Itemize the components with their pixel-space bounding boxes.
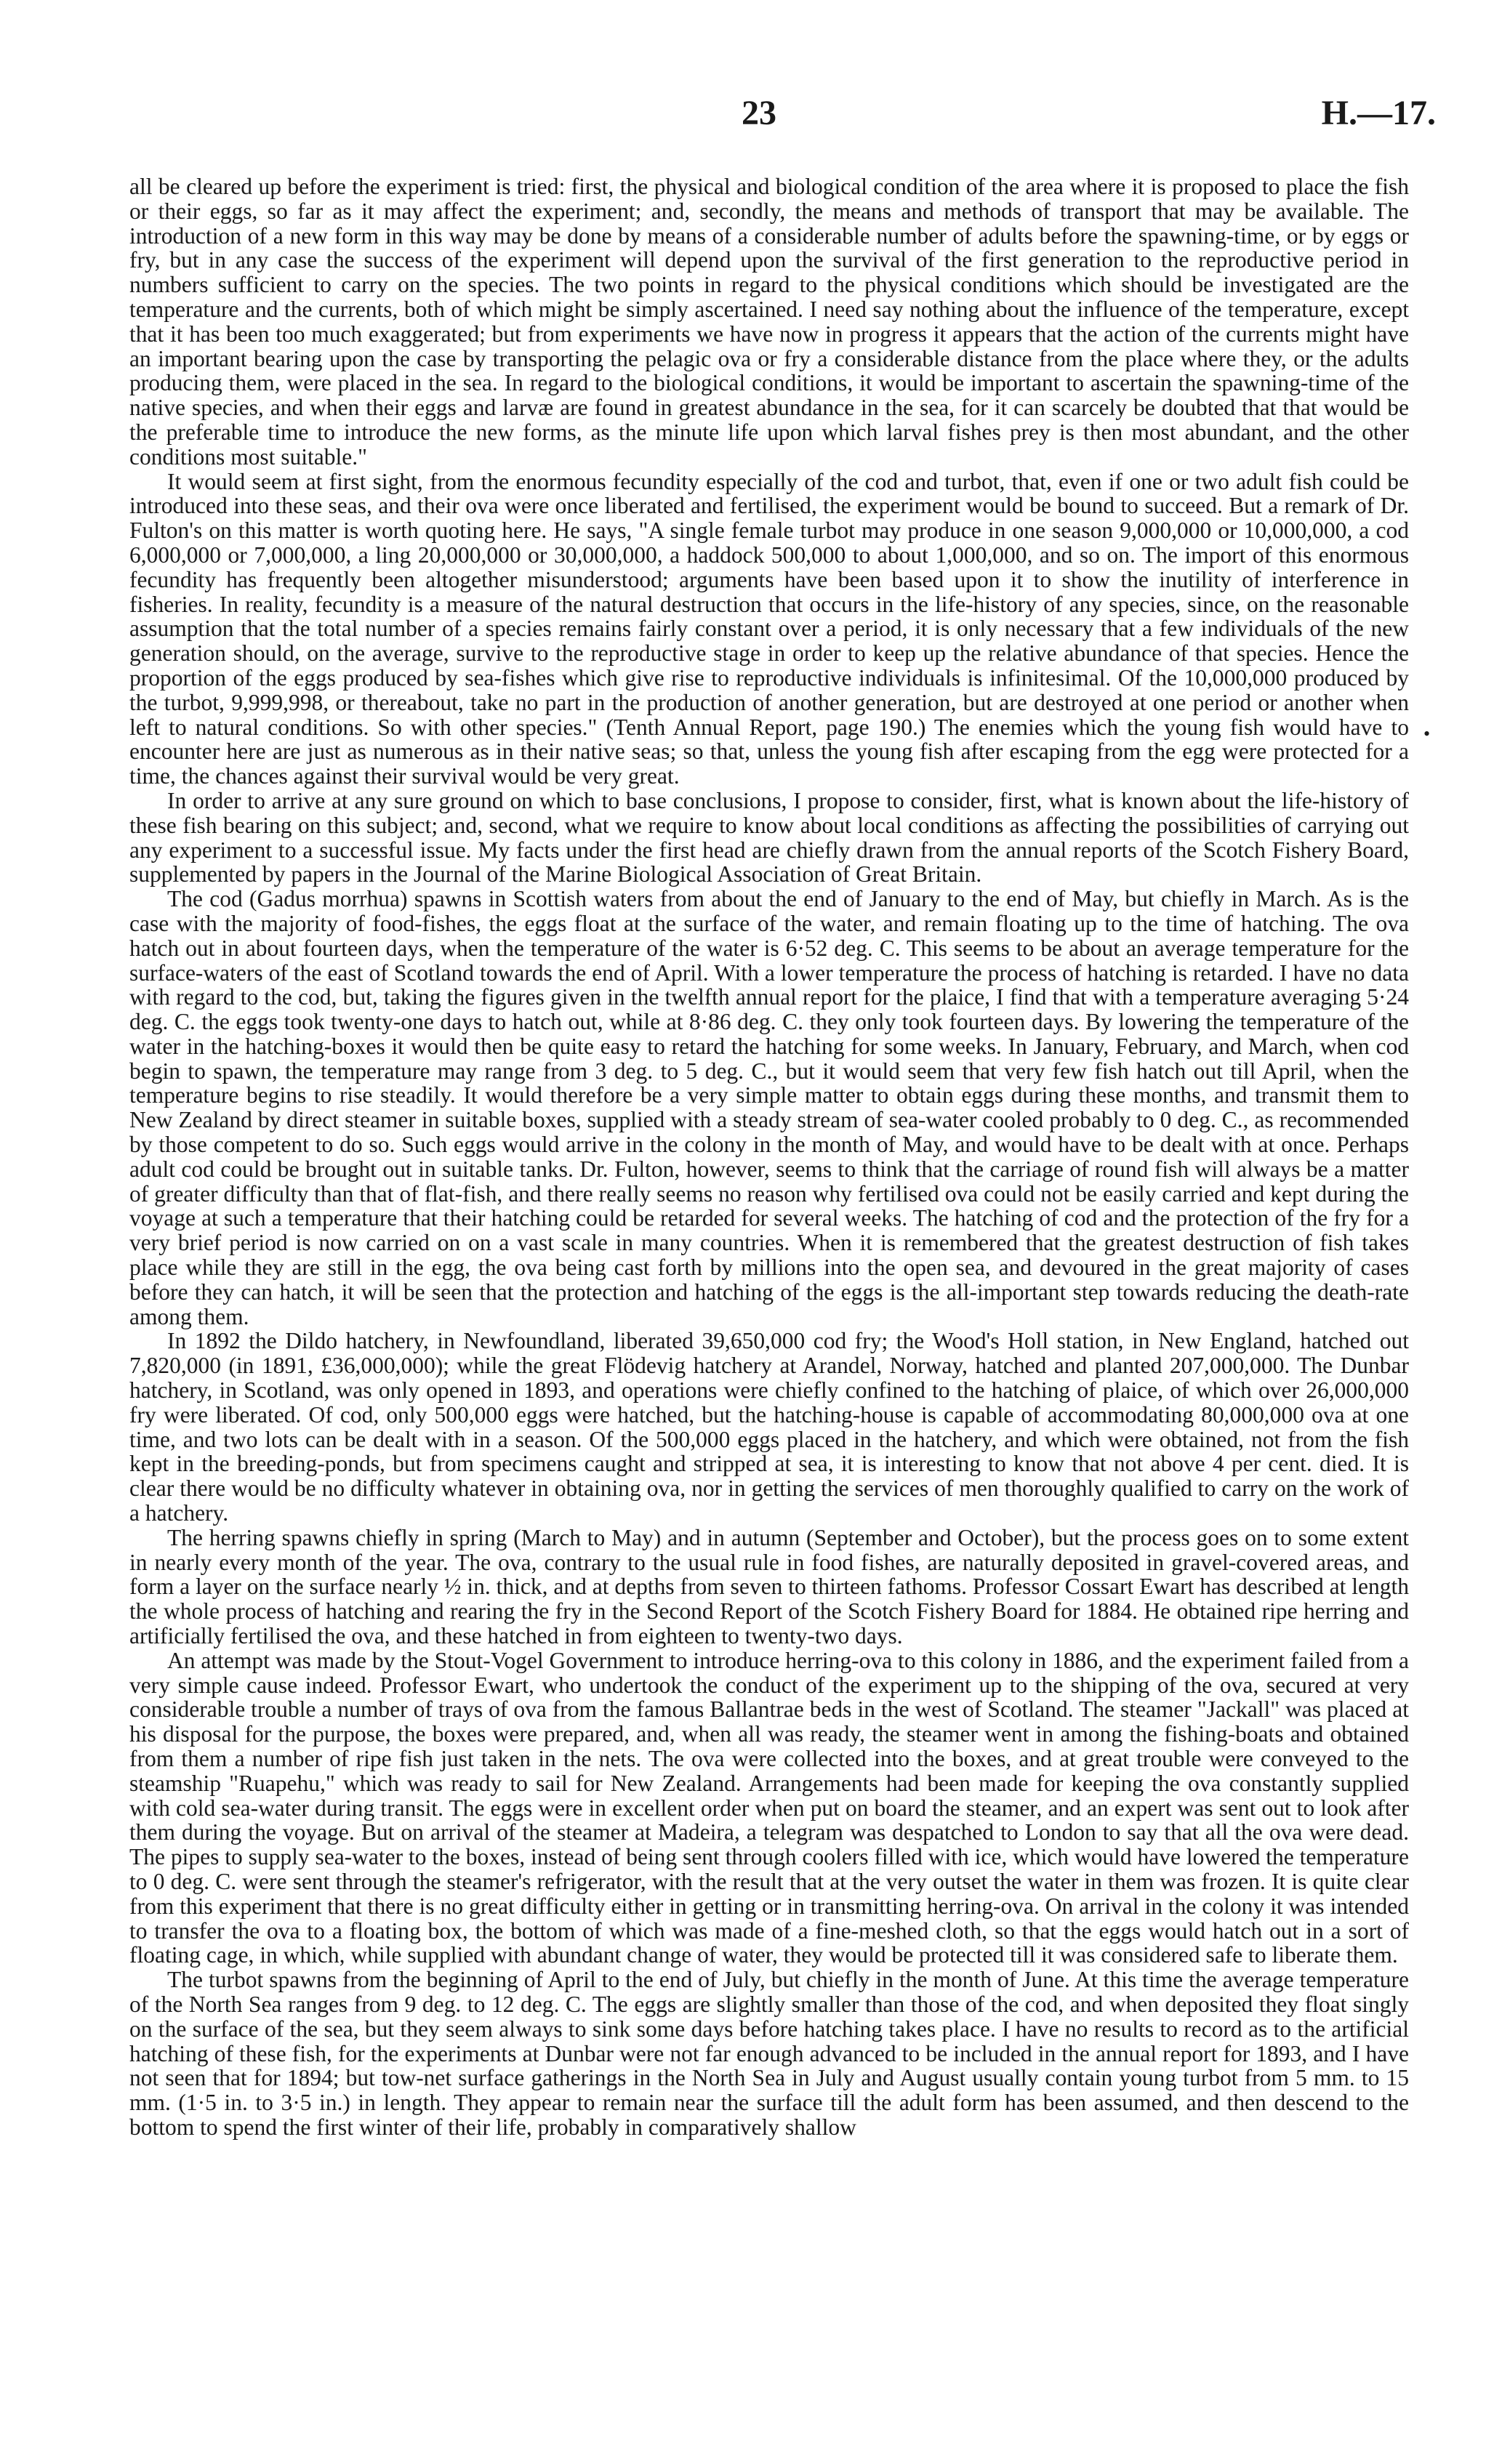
paragraph: The cod (Gadus morrhua) spawns in Scottish waters from about the end of January to the end of May, but chiefly in March. As is the case with the majority of food-fishes, the eggs float at the surface of the water, and remain floating up to the time of hatching. The ova hatch out in about fourteen days, when the temperature of the water is 6·52 deg. C. This seems to be about an average temperature for the surface-waters of the east of Scotland towards the end of April. With a lower temperature the process of hatching is retarded. I have no data with regard to the cod, but, taking the figures given in the twelfth annual report for the plaice, I find that with a temperature averaging 5·24 deg. C. the eggs took twenty-one days to hatch out, while at 8·86 deg. C. they only took fourteen days. By lowering the temperature of the water in the hatching-boxes it would then be quite easy to retard the hatching for some weeks. In January, February, and March, when cod begin to spawn, the temperature may range from 3 deg. to 5 deg. C., but it would seem that very few fish hatch out till April, when the temperature begins to rise steadily. It would therefore be a very simple matter to obtain eggs during these months, and transmit them to New Zealand by direct steamer in suitable boxes, supplied with a steady stream of sea-water cooled probably to 0 deg. C., as recommended by those competent to do so. Such eggs would arrive in the colony in the month of May, and would have to be dealt with at once. Perhaps adult cod could be brought out in suitable tanks. Dr. Fulton, however, seems to think that the carriage of round fish will always be a matter of greater difficulty than that of flat-fish, and there really seems no reason why fertilised ova could not be easily carried and kept during the voyage at such a temperature that their hatching could be retarded for several weeks. The hatching of cod and the protection of the fry for a very brief period is now carried on on a vast scale in many countries. When it is remembered that the greatest destruction of fish takes place while they are still in the egg, the ova being cast forth by millions into the open sea, and devoured in the great majority of cases before they can hatch, it will be seen that the protection and hatching of the eggs is the all-important step towards reducing the death-rate among them. <box>129 886 1409 1329</box>
paragraph: all be cleared up before the experiment is tried: first, the physical and biological condition of the area where it is proposed to place the fish or their eggs, so far as it may affect the experiment; and, secondly, the means and methods of transport that may be available. The introduction of a new form in this way may be done by means of a considerable number of adults before the spawning-time, or by eggs or fry, but in any case the success of the experiment will depend upon the survival of the first generation to the reproductive period in numbers sufficient to carry on the species. The two points in regard to the physical conditions which should be investigated are the temperature and the currents, both of which might be simply ascertained. I need say nothing about the influence of the temperature, except that it has been too much exaggerated; but from experiments we have now in progress it appears that the action of the currents might have an important bearing upon the case by transporting the pelagic ova or fry a considerable distance from the place where they, or the adults producing them, were placed in the sea. In regard to the biological conditions, it would be important to ascertain the spawning-time of the native species, and when their eggs and larvæ are found in greatest abundance in the sea, for it can scarcely be doubted that that would be the preferable time to introduce the new forms, as the minute life upon which larval fishes prey is then most abundant, and the other conditions most suitable." <box>129 174 1409 470</box>
page-number: 23 <box>742 94 776 132</box>
page-header <box>0 93 1494 144</box>
paragraph: The turbot spawns from the beginning of April to the end of July, but chiefly in the month of June. At this time the average temperature of the North Sea ranges from 9 deg. to 12 deg. C. The eggs are slightly smaller than those of the cod, and when deposited they float singly on the surface of the sea, but they seem always to sink some days before hatching takes place. I have no results to record as to the artificial hatching of these fish, for the experiments at Dunbar were not far enough advanced to be included in the annual report for 1893, and I have not seen that for 1894; but tow-net surface gatherings in the North Sea in July and August usually contain young turbot from 5 mm. to 15 mm. (1·5 in. to 3·5 in.) in length. They appear to remain near the surface till the adult form has been assumed, and then descend to the bottom to spend the first winter of their life, probably in comparatively shallow <box>129 1967 1409 2140</box>
paragraph: In 1892 the Dildo hatchery, in Newfoundland, liberated 39,650,000 cod fry; the Wood's Holl station, in New England, hatched out 7,820,000 (in 1891, £36,000,000); while the great Flödevig hatchery at Arandel, Norway, hatched and planted 207,000,000. The Dunbar hatchery, in Scotland, was only opened in 1893, and operations were chiefly confined to the hatching of plaice, of which over 26,000,000 fry were liberated. Of cod, only 500,000 eggs were hatched, but the hatching-house is capable of accommodating 80,000,000 ova at one time, and two lots can be dealt with in a season. Of the 500,000 eggs placed in the hatchery, and which were obtained, not from the fish kept in the breeding-ponds, but from specimens caught and stripped at sea, it is interesting to know that not above 4 per cent. died. It is clear there would be no difficulty whatever in obtaining ova, nor in getting the services of men thoroughly qualified to carry on the work of a hatchery. <box>129 1328 1409 1526</box>
paragraph: An attempt was made by the Stout-Vogel Government to introduce herring-ova to this colony in 1886, and the experiment failed from a very simple cause indeed. Professor Ewart, who undertook the conduct of the experiment up to the shipping of the ova, secured at very considerable trouble a number of trays of ova from the famous Ballantrae beds in the west of Scotland. The steamer "Jackall" was placed at his disposal for the purpose, the boxes were prepared, and, when all was ready, the steamer went in among the fishing-boats and obtained from them a number of ripe fish just taken in the nets. The ova were collected into the boxes, and at great trouble were conveyed to the steamship "Ruapehu," which was ready to sail for New Zealand. Arrangements had been made for keeping the ova constantly supplied with cold sea-water during transit. The eggs were in excellent order when put on board the steamer, and an expert was sent out to look after them during the voyage. But on arrival of the steamer at Madeira, a telegram was despatched to London to say that all the ova were dead. The pipes to supply sea-water to the boxes, instead of being sent through coolers filled with ice, which would have lowered the temperature to 0 deg. C. were sent through the steamer's refrigerator, with the result that at the very outset the water in them was frozen. It is quite clear from this experiment that there is no great difficulty either in getting or in transmitting herring-ova. On arrival in the colony it was intended to transfer the ova to a floating box, the bottom of which was made of a fine-meshed cloth, so that the eggs would hatch out in a sort of floating cage, in which, while supplied with abundant change of water, they would be protected till it was considered safe to liberate them. <box>129 1647 1409 1968</box>
paragraph: In order to arrive at any sure ground on which to base conclusions, I propose to consider, first, what is known about the life-history of these fish bearing on this subject; and, second, what we require to know about local conditions as affecting the possibilities of carrying out any experiment to a successful issue. My facts under the first head are chiefly drawn from the annual reports of the Scotch Fishery Board, supplemented by papers in the Journal of the Marine Biological Association of Great Britain. <box>129 787 1409 887</box>
body-text <box>129 174 1409 2140</box>
paragraph: It would seem at first sight, from the enormous fecundity especially of the cod and turbot, that, even if one or two adult fish could be introduced into these seas, and their ova were once liberated and fertilised, the experiment would be bound to succeed. But a remark of Dr. Fulton's on this matter is worth quoting here. He says, "A single female turbot may produce in one season 9,000,000 or 10,000,000, a cod 6,000,000 or 7,000,000, a ling 20,000,000 or 30,000,000, a haddock 500,000 to about 1,000,000, and so on. The import of this enormous fecundity has frequently been altogether misunderstood; arguments have been based upon it to show the inutility of interference in fisheries. In reality, fecundity is a measure of the natural destruction that occurs in the life-history of any species, since, on the reasonable assumption that the total number of a species remains fairly constant over a period, it is only necessary that a few individuals of the new generation should, on the average, survive to the reproductive stage in order to keep up the relative abundance of that species. Hence the proportion of the eggs produced by sea-fishes which give rise to reproductive individuals is infinitesimal. Of the 10,000,000 produced by the turbot, 9,999,998, or thereabout, take no part in the production of another generation, but are destroyed at one period or another when left to natural conditions. So with other species." (Tenth Annual Report, page 190.) The enemies which the young fish would have to encounter here are just as numerous as in their native seas; so that, unless the young fish after escaping from the egg were protected for a time, the chances against their survival would be very great. <box>129 468 1409 789</box>
paragraph: The herring spawns chiefly in spring (March to May) and in autumn (September and October), but the process goes on to some extent in nearly every month of the year. The ova, contrary to the usual rule in food fishes, are naturally deposited in gravel-covered areas, and form a layer on the surface nearly ½ in. thick, and at depths from seven to thirteen fathoms. Professor Cossart Ewart has described at length the whole process of hatching and rearing the fry in the Second Report of the Scotch Fishery Board for 1884. He obtained ripe herring and artificially fertilised the ova, and these hatched in from eighteen to twenty-two days. <box>129 1524 1409 1649</box>
margin-mark: • <box>1423 723 1431 744</box>
document-reference: H.—17. <box>1321 94 1436 132</box>
